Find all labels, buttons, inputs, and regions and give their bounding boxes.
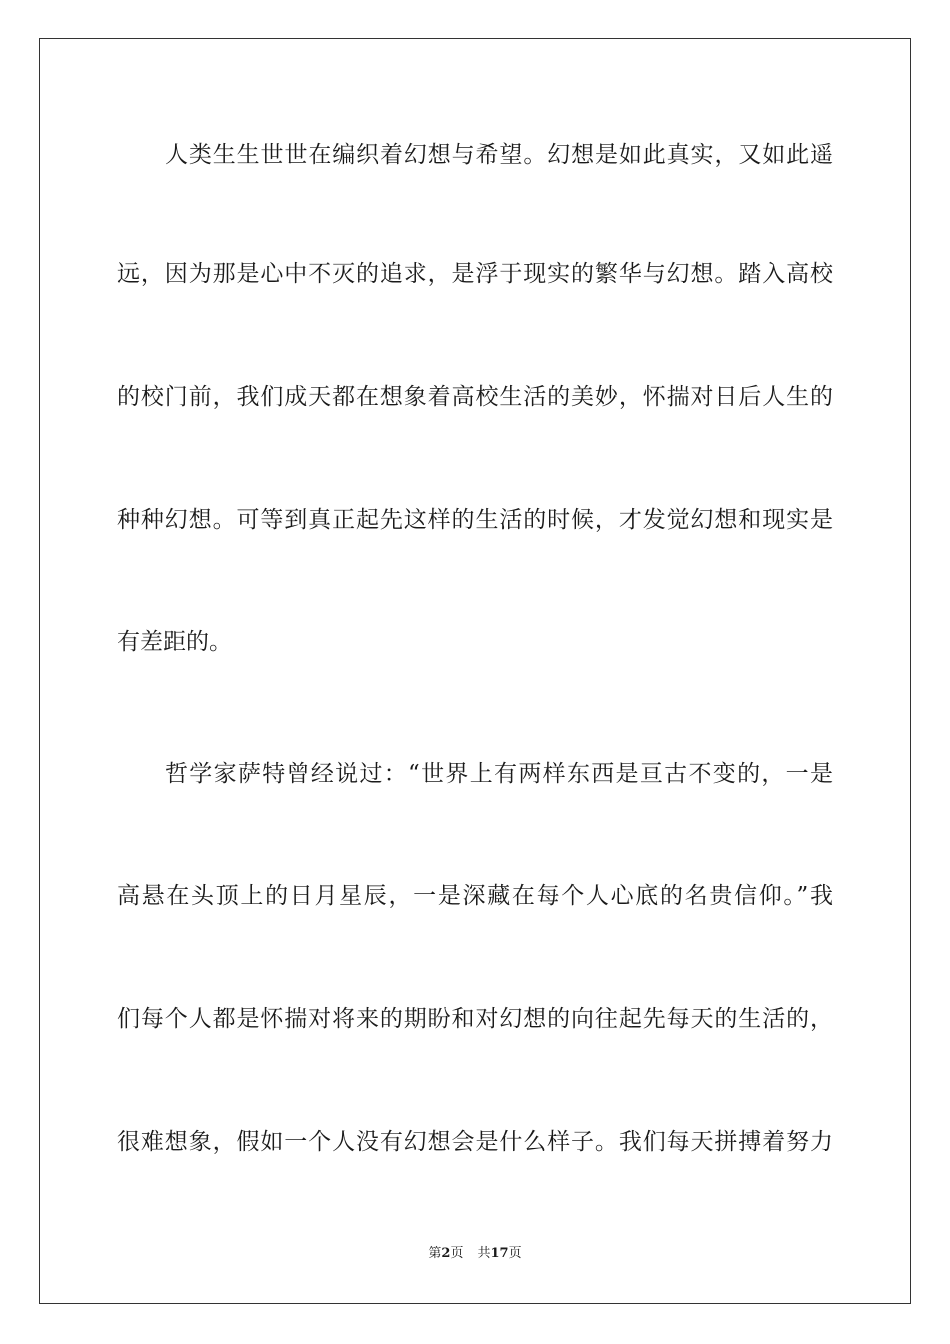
- text-line: 有差距的。: [117, 629, 232, 655]
- page-number-suffix: 页: [450, 1246, 464, 1261]
- text-line: 种种幻想。可等到真正起先这样的生活的时候，才发觉幻想和现实是: [117, 507, 833, 533]
- text-line: 的校门前，我们成天都在想象着高校生活的美妙，怀揣对日后人生的: [117, 384, 833, 410]
- total-pages: 17: [490, 1246, 509, 1261]
- total-pages-prefix: 共: [477, 1246, 491, 1261]
- text-line: 们每个人都是怀揣对将来的期盼和对幻想的向往起先每天的生活的，: [117, 1006, 833, 1032]
- text-line: 高悬在头顶上的日月星辰，一是深藏在每个人心底的名贵信仰。”我: [117, 883, 833, 909]
- text-line: 人类生生世世在编织着幻想与希望。幻想是如此真实，又如此遥: [165, 142, 833, 168]
- total-pages-suffix: 页: [508, 1246, 522, 1261]
- text-line: 很难想象，假如一个人没有幻想会是什么样子。我们每天拼搏着努力: [117, 1129, 833, 1155]
- page-number: 2: [441, 1246, 451, 1261]
- page-border: [39, 38, 911, 1304]
- page-number-prefix: 第: [428, 1246, 442, 1261]
- page-footer: [0, 1245, 950, 1263]
- text-line: 远，因为那是心中不灭的追求，是浮于现实的繁华与幻想。踏入高校: [117, 261, 833, 287]
- text-line: 哲学家萨特曾经说过：“世界上有两样东西是亘古不变的，一是: [165, 761, 833, 787]
